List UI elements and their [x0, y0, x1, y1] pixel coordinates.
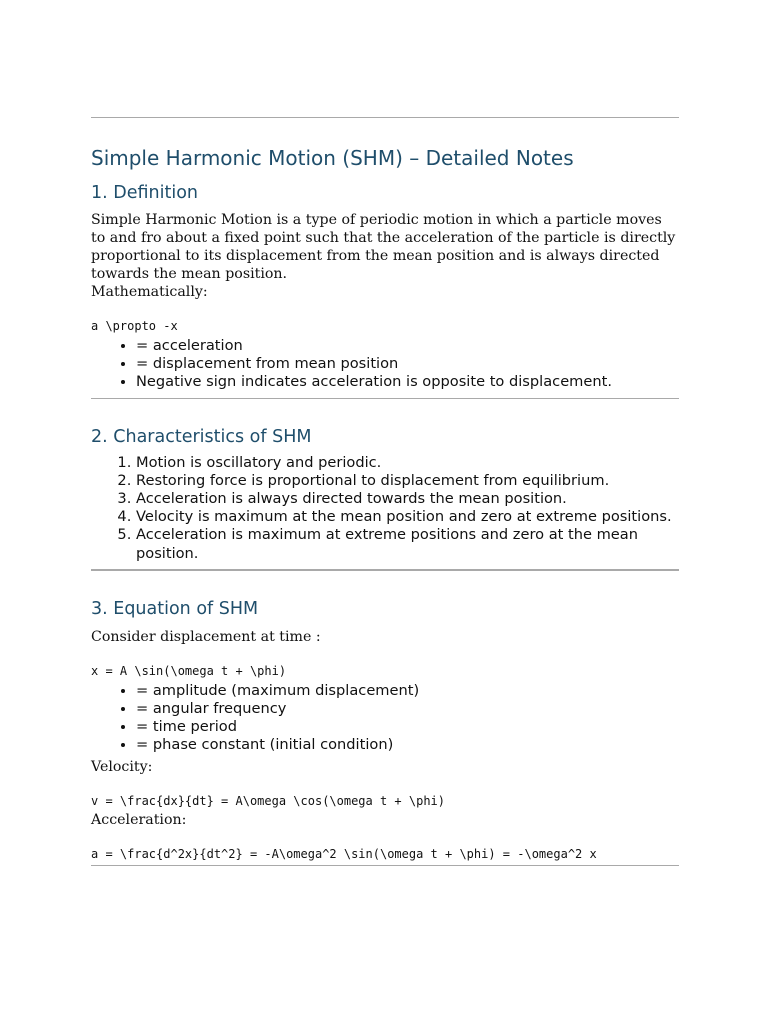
- section-heading-characteristics: 2. Characteristics of SHM: [91, 426, 312, 447]
- characteristics-numbered-list: [91, 454, 679, 563]
- section-divider: [91, 569, 679, 571]
- section-heading-definition: 1. Definition: [91, 183, 198, 203]
- list-item: • = phase constant (initial condition): [136, 736, 679, 754]
- list-item: • = acceleration: [136, 337, 679, 355]
- list-item: 1. Motion is oscillatory and periodic.: [136, 454, 679, 472]
- acceleration-formula: a = \frac{d^2x}{dt^2} = -A\omega^2 \sin(\omega t + \phi) = -\omega^2 x: [91, 846, 597, 861]
- section-divider: [91, 398, 679, 399]
- equation-bullet-list: [91, 682, 679, 755]
- bottom-divider: [91, 865, 679, 866]
- acceleration-label: Acceleration:: [91, 811, 187, 828]
- list-item: • = amplitude (maximum displacement): [136, 682, 679, 700]
- list-item: 4. Velocity is maximum at the mean position and zero at extreme positions.: [136, 508, 679, 526]
- page-title: Simple Harmonic Motion (SHM) – Detailed Notes: [91, 146, 574, 170]
- section-heading-equation: 3. Equation of SHM: [91, 598, 259, 619]
- list-item: 5. Acceleration is maximum at extreme positions and zero at the mean position.: [136, 526, 679, 562]
- list-item: 2. Restoring force is proportional to displacement from equilibrium.: [136, 472, 679, 490]
- list-item: • = displacement from mean position: [136, 355, 679, 373]
- displacement-formula: x = A \sin(\omega t + \phi): [91, 663, 287, 678]
- proportionality-formula: a \propto -x: [91, 319, 178, 333]
- velocity-formula: v = \frac{dx}{dt} = A\omega \cos(\omega t + \phi): [91, 793, 446, 808]
- math-intro: Mathematically:: [91, 284, 208, 300]
- list-item: • Negative sign indicates acceleration is opposite to displacement.: [136, 373, 679, 391]
- definition-bullet-list: [91, 337, 679, 392]
- list-item: 3. Acceleration is always directed towards the mean position.: [136, 490, 679, 508]
- list-item: • = time period: [136, 718, 679, 736]
- definition-paragraph: Simple Harmonic Motion is a type of periodic motion in which a particle moves to and fro about a fixed point such that the acceleration of the particle is directly proportional to its displacement from the mean position and is always directed towards the mean position.: [91, 212, 676, 282]
- velocity-label: Velocity:: [91, 758, 153, 775]
- top-divider: [91, 117, 679, 118]
- list-item: • = angular frequency: [136, 700, 679, 718]
- equation-intro: Consider displacement at time :: [91, 628, 321, 645]
- document-page: [91, 117, 679, 866]
